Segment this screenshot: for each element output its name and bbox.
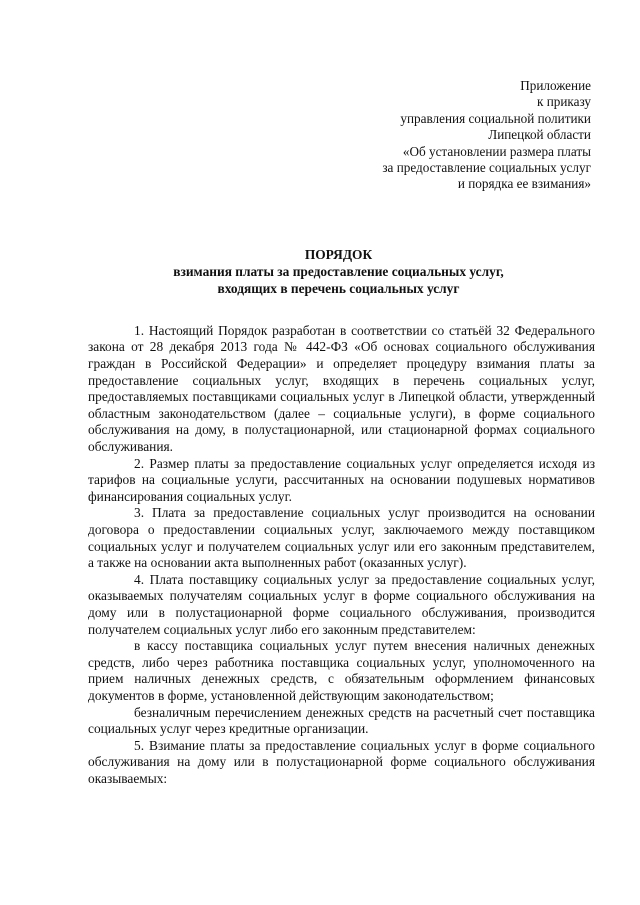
title-line: взимания платы за предоставление социальных услуг,: [173, 263, 504, 279]
document-body: [88, 323, 595, 788]
appendix-header: [88, 78, 591, 193]
document-title: [88, 246, 595, 297]
paragraph-4-noncash: безналичным перечислением денежных средств на расчетный счет поставщика социальных услуг через кредитные организации.: [88, 704, 595, 737]
header-line: за предоставление социальных услуг: [382, 160, 591, 176]
paragraph-5: 5. Взимание платы за предоставление социальных услуг в форме социального обслуживания на дому или в полустационарной форме социального обслуживания оказываемых:: [88, 737, 595, 786]
paragraph-3: 3. Плата за предоставление социальных услуг производится на основании договора о предоставлении социальных услуг, заключаемого между поставщиком социальных услуг и получателем социальных услуг или его законным представителем, а также на основании акта выполненных работ (оказанных услуг).: [88, 505, 595, 571]
title-main: ПОРЯДОК: [304, 246, 373, 262]
header-line: и порядка ее взимания»: [457, 176, 591, 192]
header-line: «Об установлении размера платы: [402, 143, 591, 159]
paragraph-4: 4. Плата поставщику социальных услуг за предоставление социальных услуг, оказываемых получателям социальных услуг в форме социального обслуживания на дому или в полустационарной форме социального обслуживания, производится получателем социальных услуг либо его законным представителем:: [88, 571, 595, 637]
header-line: управления социальной политики: [400, 110, 591, 126]
title-line: входящих в перечень социальных услуг: [217, 280, 460, 296]
header-line: Липецкой области: [488, 127, 591, 143]
header-line: Приложение: [520, 78, 591, 93]
paragraph-1: 1. Настоящий Порядок разработан в соответствии со статьёй 32 Федерального закона от 28 декабря 2013 года № 442-ФЗ «Об основах социального обслуживания граждан в Российской Федерации» и определяет процедуру взимания платы за предоставление социальных услуг, входящих в перечень социальных услуг, предоставляемых поставщиками социальных услуг в Липецкой области, утвержденный областным законодательством (далее – социальные услуги), в форме социального обслуживания на дому, в полустационарной, или стационарной формах социального обслуживания.: [88, 322, 595, 454]
header-line: к приказу: [537, 94, 591, 110]
paragraph-2: 2. Размер платы за предоставление социальных услуг определяется исходя из тарифов на социальные услуги, рассчитанных на основании подушевых нормативов финансирования социальных услуг.: [88, 455, 595, 504]
paragraph-4-cash: в кассу поставщика социальных услуг путем внесения наличных денежных средств, либо через работника поставщика социальных услуг, уполномоченного на прием наличных денежных средств, с обязательным оформлением финансовых документов в форме, установленной действующим законодательством;: [88, 638, 595, 703]
